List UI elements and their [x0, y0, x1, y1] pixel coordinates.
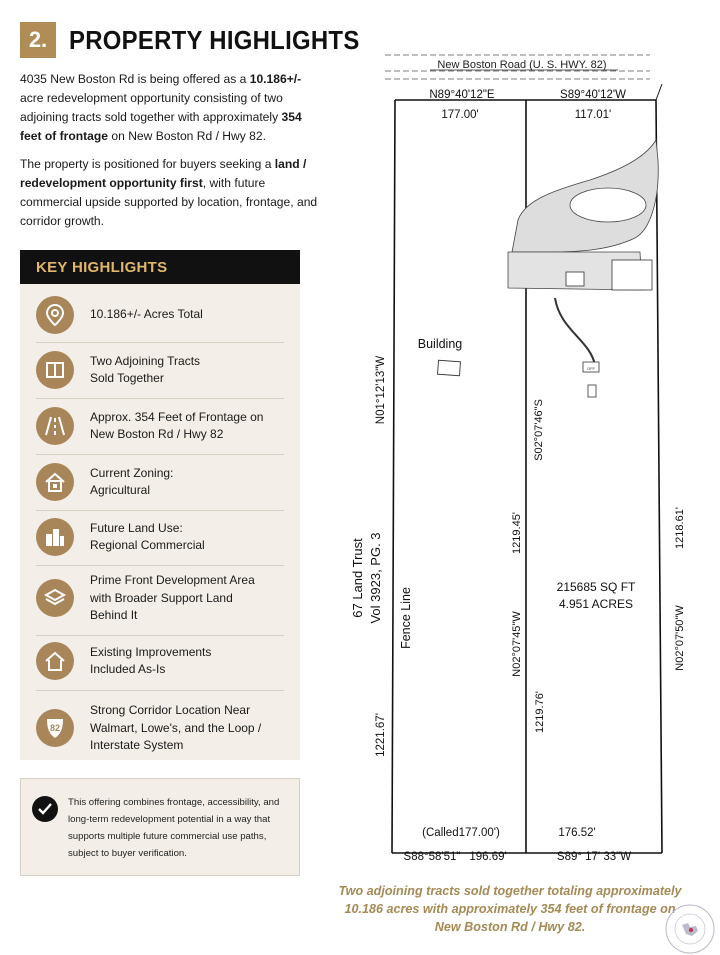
highlight-development-area: Prime Front Development Area with Broader Support Land Behind It [36, 572, 284, 625]
top-left-bearing: N89°40'12"E [429, 89, 495, 101]
section-header [20, 22, 385, 58]
key-highlights-panel [20, 284, 300, 760]
building-label: Building [417, 337, 463, 351]
plat-caption: Two adjoining tracts sold together totaling approximately 10.186 acres with approximately 354 feet of frontage on New Boston Rd / Hwy 82. [338, 884, 682, 934]
owner-volume: Vol 3923, PG. 3 [368, 532, 383, 624]
bottom-called-distance: (Called177.00') [422, 827, 500, 839]
highlight-zoning: Current Zoning: Agricultural [36, 463, 284, 501]
highway-shield-icon [36, 709, 74, 747]
bottom-left-distance: 196.69' [469, 851, 507, 863]
bottom-right-distance: 176.52' [558, 827, 596, 839]
tracts-icon [36, 351, 74, 389]
right-distance: 1218.61' [674, 507, 686, 549]
area-acres: 4.951 ACRES [558, 597, 634, 611]
highlight-improvements: Existing Improvements Included As-Is [36, 642, 284, 680]
location-pin-icon [36, 296, 74, 334]
top-right-distance: 117.01' [574, 109, 612, 121]
intro-paragraph-2: The property is positioned for buyers seeking a land / redevelopment opportunity first, with future commercial upside supported by location, frontage, and corridor growth. [20, 157, 318, 228]
survey-plat [340, 40, 690, 870]
mid-bearing-bottom: N02°07'45"W [511, 611, 523, 677]
top-left-distance: 177.00' [441, 109, 479, 121]
road-icon [36, 407, 74, 445]
svg-text:OFF: OFF [587, 366, 595, 371]
page-title: PROPERTY HIGHLIGHTS [69, 24, 360, 55]
svg-text:82: 82 [49, 723, 61, 734]
highlight-land-use: Future Land Use: Regional Commercial [36, 518, 284, 556]
highlight-acres: 10.186+/- Acres Total [36, 296, 284, 334]
fence-line-label: Fence Line [399, 587, 413, 649]
layers-icon [36, 579, 74, 617]
zoning-icon [36, 463, 74, 501]
section-number: 2. [20, 22, 56, 58]
right-bearing: N02°07'50"W [674, 605, 686, 671]
offering-note-text: This offering combines frontage, accessibility, and long-term redevelopment potential in a way that supports multiple future commercial use paths, subject to buyer verification. [68, 797, 280, 859]
checkmark-icon [32, 796, 58, 822]
intro-text [20, 70, 320, 240]
intro-paragraph-1: 4035 New Boston Rd is being offered as a 10.186+/- acre redevelopment opportunity consisting of two adjoining tracts sold together with approximately 354 feet of frontage on New Boston Rd / Hwy 82. [20, 72, 302, 143]
house-icon [36, 642, 74, 680]
realtor-seal-logo [664, 903, 716, 955]
mid-distance-bottom: 1219.76' [534, 691, 546, 733]
key-highlights-title: KEY HIGHLIGHTS [20, 250, 300, 284]
bottom-right-bearing: S89° 17' 33"W [556, 851, 632, 863]
left-bearing: N01°12'13"W [375, 355, 387, 425]
offering-note [20, 778, 300, 876]
owner-name: 67 Land Trust [350, 538, 365, 618]
mid-bearing-top: S02°07'46"S [533, 399, 545, 461]
highlight-corridor: 82 Strong Corridor Location Near Walmart, Lowe's, and the Loop / Interstate System [36, 702, 284, 755]
area-sqft: 215685 SQ FT [556, 580, 636, 594]
building-shape [438, 360, 461, 376]
bottom-left-bearing: S88°58'51" [403, 851, 461, 863]
buildings-icon [36, 518, 74, 556]
top-right-bearing: S89°40'12'W [560, 89, 626, 101]
left-distance: 1221.67' [375, 713, 387, 757]
highlight-frontage: Approx. 354 Feet of Frontage on New Boston Rd / Hwy 82 [36, 407, 284, 445]
road-label: New Boston Road (U. S. HWY. 82) [437, 59, 607, 71]
highlight-tracts: Two Adjoining Tracts Sold Together [36, 351, 284, 389]
mid-distance-top: 1219.45' [511, 512, 523, 554]
